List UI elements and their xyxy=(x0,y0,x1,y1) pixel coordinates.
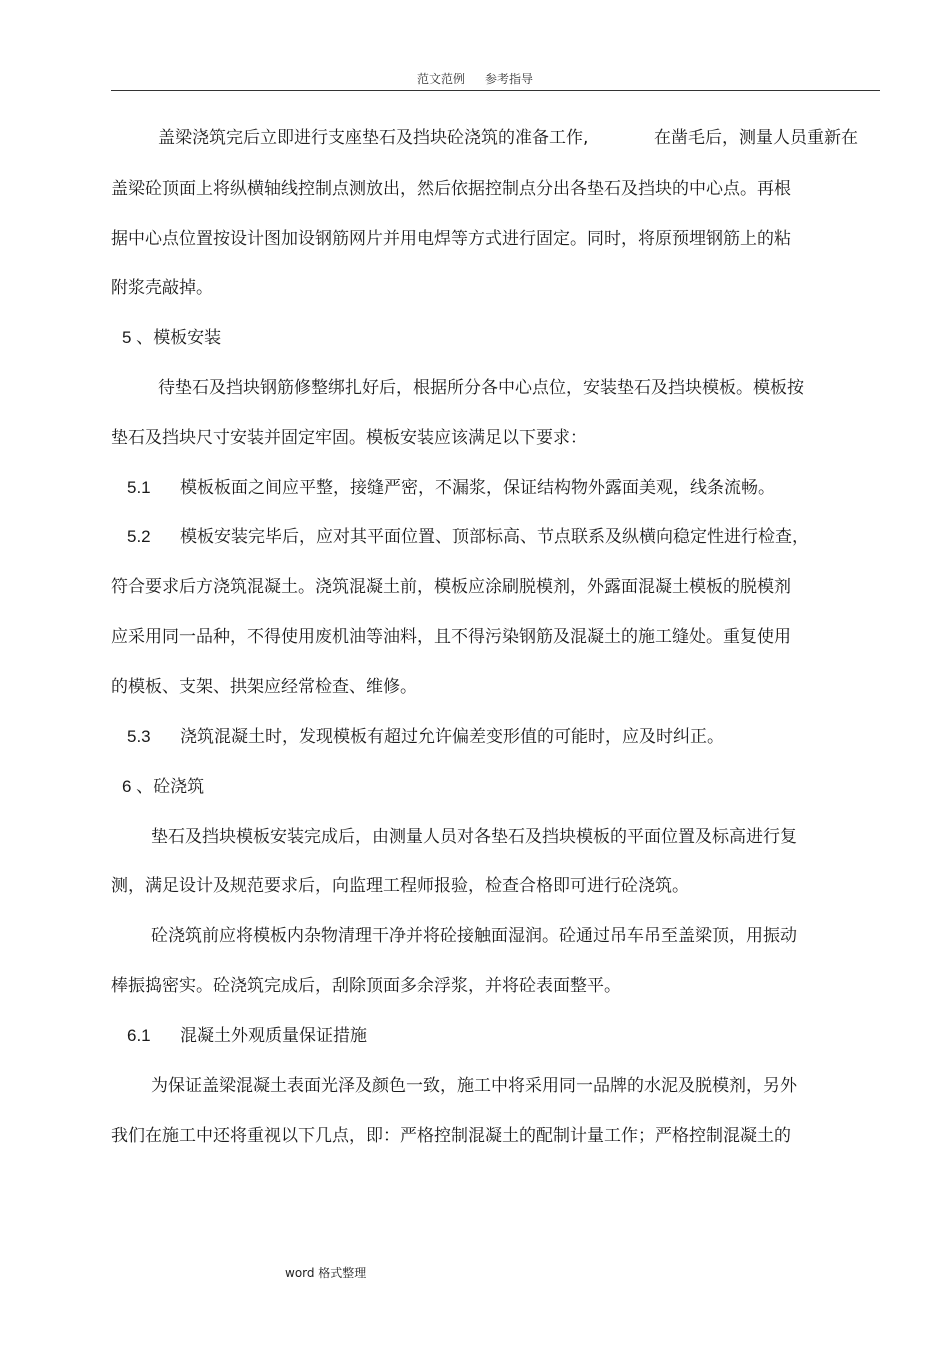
paragraph-1-line-1a: 盖梁浇筑完后立即进行支座垫石及挡块砼浇筑的准备工作, xyxy=(158,128,589,148)
paragraph-4-line-1: 砼浇筑前应将模板内杂物清理干净并将砼接触面湿润。砼通过吊车吊至盖梁顶，用振动 xyxy=(151,926,797,946)
section-5-2-number: 5.2 xyxy=(127,527,151,546)
paragraph-5-line-2: 我们在施工中还将重视以下几点，即：严格控制混凝土的配制计量工作；严格控制混凝土的 xyxy=(111,1126,791,1146)
section-6-1-number: 6.1 xyxy=(127,1026,151,1045)
header-right-text: 参考指导 xyxy=(485,72,534,86)
paragraph-3-line-1: 垫石及挡块模板安装完成后，由测量人员对各垫石及挡块模板的平面位置及标高进行复 xyxy=(151,827,797,847)
section-5-heading xyxy=(122,328,221,348)
header-rule xyxy=(111,90,880,91)
paragraph-5-line-1: 为保证盖梁混凝土表面光泽及颜色一致，施工中将采用同一品牌的水泥及脱模剂，另外 xyxy=(151,1076,797,1096)
paragraph-1-line-1b: 在凿毛后，测量人员重新在 xyxy=(654,128,858,148)
section-5-2-line-2: 符合要求后方浇筑混凝土。浇筑混凝土前，模板应涂刷脱模剂，外露面混凝土模板的脱模剂 xyxy=(111,577,791,597)
section-6-number: 6 、 xyxy=(122,777,154,796)
section-5-3-number: 5.3 xyxy=(127,727,151,746)
section-5-2-line-1: 模板安装完毕后，应对其平面位置、顶部标高、节点联系及纵横向稳定性进行检查， xyxy=(180,527,809,547)
paragraph-2-line-1: 待垫石及挡块钢筋修整绑扎好后，根据所分各中心点位，安装垫石及挡块模板。模板按 xyxy=(158,378,804,398)
page-footer: word 格式整理 xyxy=(285,1266,367,1280)
section-5-1-text: 模板板面之间应平整，接缝严密，不漏浆，保证结构物外露面美观，线条流畅。 xyxy=(180,478,775,498)
section-6-title: 砼浇筑 xyxy=(153,777,205,797)
paragraph-4-line-2: 棒振捣密实。砼浇筑完成后，刮除顶面多余浮浆，并将砼表面整平。 xyxy=(111,976,621,996)
section-5-2-line-4: 的模板、支架、拱架应经常检查、维修。 xyxy=(111,677,417,697)
header-left-text: 范文范例 xyxy=(416,72,465,86)
paragraph-1-line-3: 据中心点位置按设计图加设钢筋网片并用电焊等方式进行固定。同时，将原预埋钢筋上的粘 xyxy=(111,229,791,249)
paragraph-1-line-4: 附浆壳敲掉。 xyxy=(111,278,213,298)
section-5-3-text: 浇筑混凝土时，发现模板有超过允许偏差变形值的可能时，应及时纠正。 xyxy=(180,727,724,747)
section-6-heading xyxy=(122,777,204,797)
paragraph-3-line-2: 测，满足设计及规范要求后，向监理工程师报验，检查合格即可进行砼浇筑。 xyxy=(111,876,689,896)
page-header xyxy=(0,70,950,87)
paragraph-1-line-2: 盖梁砼顶面上将纵横轴线控制点测放出，然后依据控制点分出各垫石及挡块的中心点。再根 xyxy=(111,179,791,199)
section-5-1-number: 5.1 xyxy=(127,478,151,497)
section-5-2-line-3: 应采用同一品种，不得使用废机油等油料，且不得污染钢筋及混凝土的施工缝处。重复使用 xyxy=(111,627,791,647)
section-6-1-title: 混凝土外观质量保证措施 xyxy=(180,1026,367,1046)
section-5-number: 5 、 xyxy=(122,328,154,347)
section-5-title: 模板安装 xyxy=(153,328,222,348)
paragraph-2-line-2: 垫石及挡块尺寸安装并固定牢固。模板安装应该满足以下要求： xyxy=(111,428,587,448)
